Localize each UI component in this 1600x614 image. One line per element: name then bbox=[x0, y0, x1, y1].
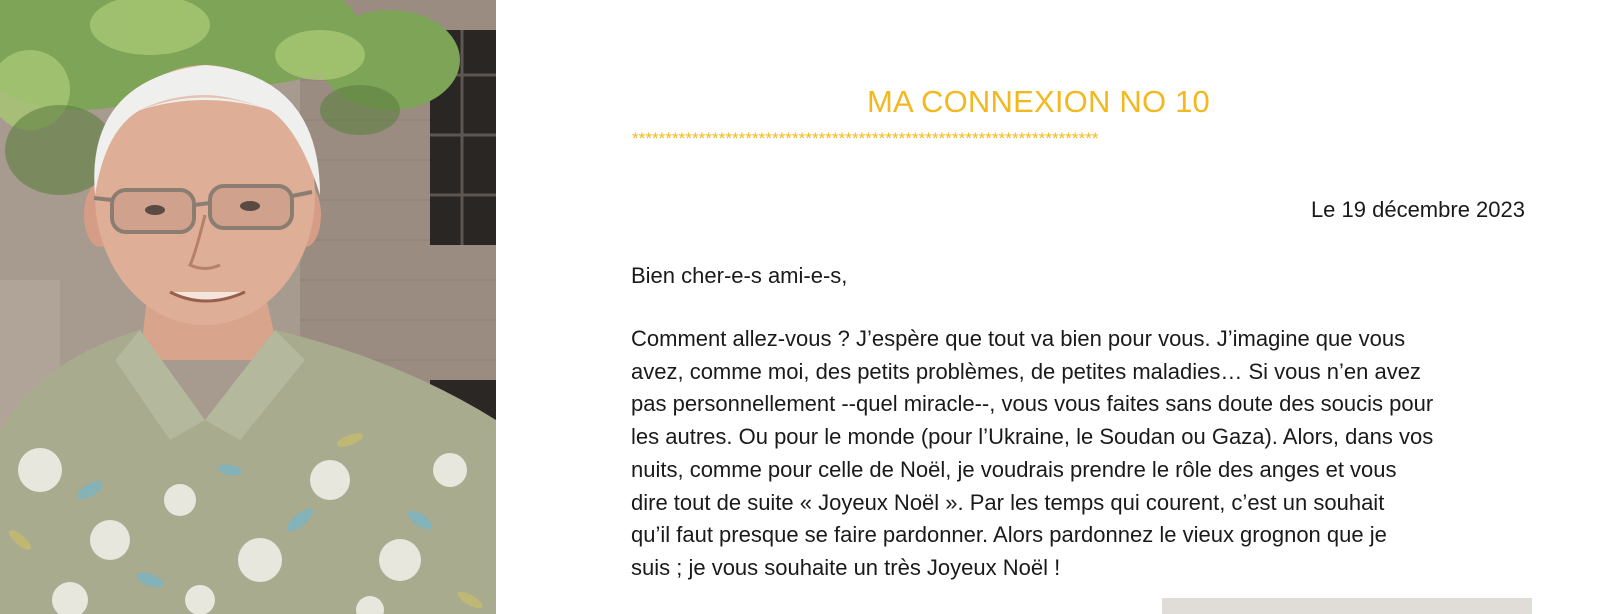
asterisk-separator: ********************************************************************** bbox=[632, 129, 1099, 148]
letter-paragraph bbox=[631, 323, 1531, 585]
letter-date: Le 19 décembre 2023 bbox=[1310, 197, 1525, 222]
paragraph-line: qu’il faut presque se faire pardonner. Alors pardonnez le vieux grognon que je bbox=[631, 522, 1387, 548]
paragraph-line: avez, comme moi, des petits problèmes, de petites maladies… Si vous n’en avez bbox=[631, 358, 1421, 384]
newsletter-page bbox=[496, 0, 1600, 614]
paragraph-line: dire tout de suite « Joyeux Noël ». Par les temps qui courent, c’est un souhait bbox=[631, 489, 1385, 515]
embedded-image-edge bbox=[1162, 598, 1532, 614]
paragraph-line: Comment allez-vous ? J’espère que tout va bien pour vous. J’imagine que vous bbox=[631, 326, 1406, 351]
newsletter-title: MA CONNEXION NO 10 bbox=[867, 84, 1210, 119]
paragraph-line: les autres. Ou pour le monde (pour l’Ukraine, le Soudan ou Gaza). Alors, dans vos bbox=[631, 424, 1434, 450]
paragraph-line: nuits, comme pour celle de Noël, je voudrais prendre le rôle des anges et vous bbox=[631, 456, 1397, 482]
paragraph-line: suis ; je vous souhaite un très Joyeux Noël ! bbox=[631, 554, 1061, 580]
author-portrait-photo bbox=[0, 0, 496, 614]
paragraph-line: pas personnellement --quel miracle--, vous vous faites sans doute des soucis pour bbox=[631, 391, 1434, 417]
letter-salutation: Bien cher-e-s ami-e-s, bbox=[631, 263, 848, 288]
